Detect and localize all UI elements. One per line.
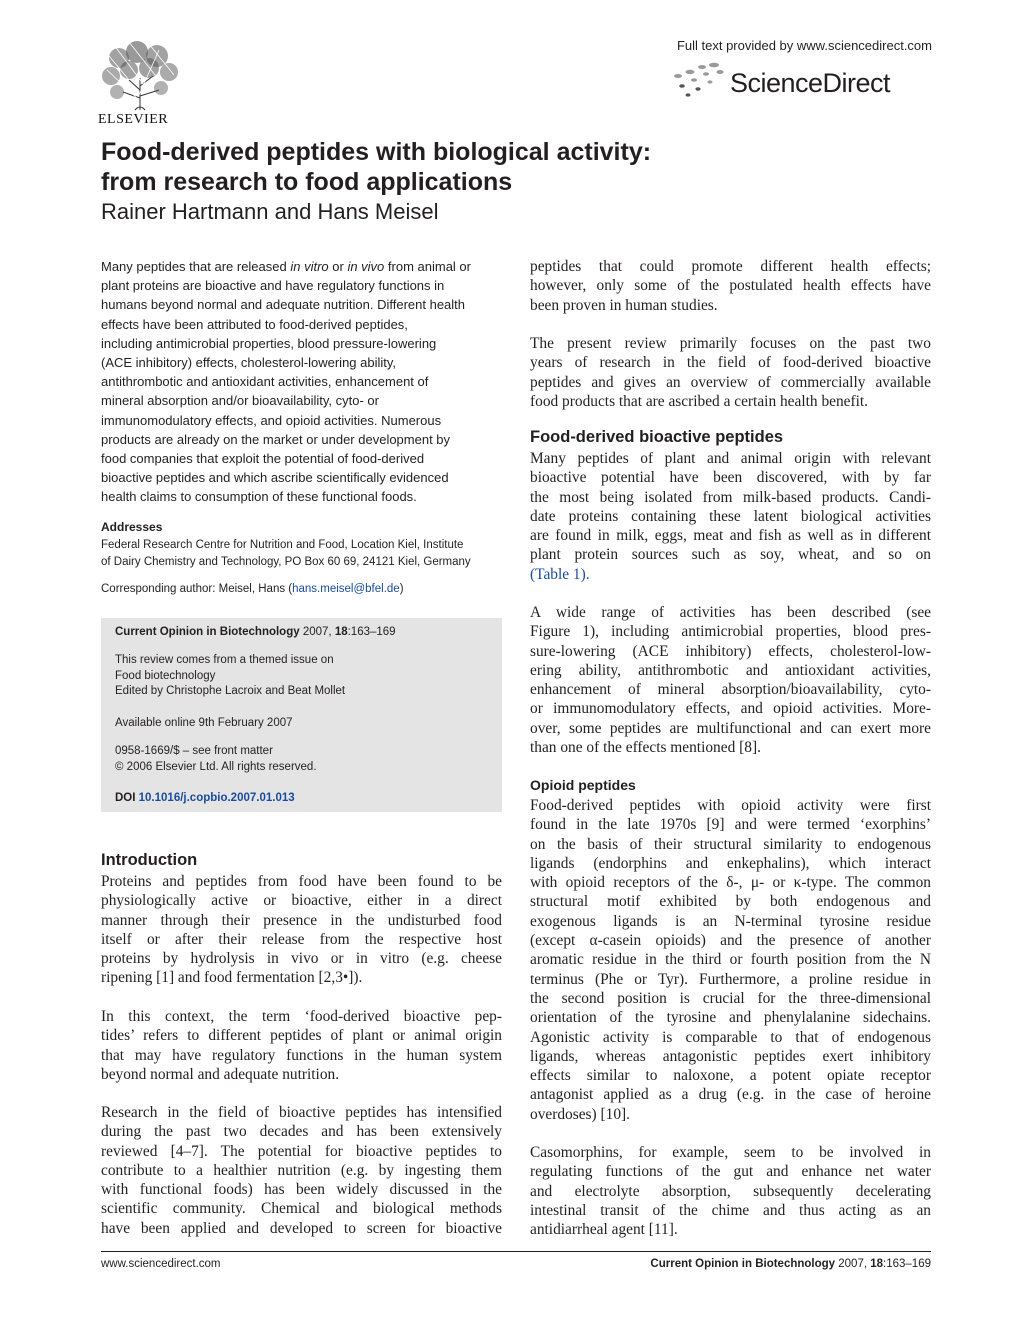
fulltext-provider-note: Full text provided by www.sciencedirect.com	[676, 38, 932, 53]
title-line-1: Food-derived peptides with biological activity:	[101, 138, 652, 166]
abstract-line: (ACE inhibitory) effects, cholesterol-lowering ability,	[101, 355, 397, 371]
corresponding-email-link[interactable]: hans.meisel@bfel.de	[292, 583, 400, 595]
abstract-line: immunomodulatory effects, and opioid activities. Numerous	[101, 412, 442, 428]
text-line: found in the late 1970s [9] and were termed ‘exorphins’	[530, 816, 931, 834]
bioactive-peptides-heading: Food-derived bioactive peptides	[530, 428, 784, 446]
corresponding-author	[101, 583, 404, 595]
article-info-box	[101, 618, 502, 812]
right-paragraph-5	[530, 796, 931, 1124]
doi	[115, 791, 495, 807]
abstract-text: or	[328, 259, 348, 274]
text-line: scientific community. Chemical and biological methods	[101, 1200, 502, 1218]
sciencedirect-dots-icon	[668, 62, 728, 102]
text-line: the second position is crucial for the three-dimensional	[530, 989, 931, 1007]
abstract-line: antithrombotic and antioxidant activities, enhancement of	[101, 374, 429, 390]
abstract-line: including antimicrobial properties, blood pressure-lowering	[101, 335, 437, 351]
text-line: have been applied and developed to screen for bioactive	[101, 1219, 502, 1237]
right-paragraph-1	[530, 257, 931, 315]
abstract-line: mineral absorption and/or bioavailability, cyto- or	[101, 393, 379, 409]
text-line: antidiarrheal agent [11].	[530, 1221, 678, 1239]
journal-volume: 18	[334, 626, 348, 638]
addresses-heading: Addresses	[101, 520, 163, 534]
right-paragraph-6	[530, 1143, 931, 1239]
address-line: Federal Research Centre for Nutrition and Food, Location Kiel, Institute	[101, 539, 464, 551]
text-line: food products that are ascribed a certain health benefit.	[530, 392, 869, 410]
abstract-line: plant proteins are bioactive and have regulatory functions in	[101, 278, 445, 294]
themed-issue	[115, 653, 495, 700]
text-line: beyond normal and adequate nutrition.	[101, 1065, 340, 1083]
text-line: however, only some of the postulated health effects have	[530, 277, 931, 295]
text-line: ligands (endorphins and enkephalins), which interact	[530, 854, 931, 872]
footer-pages: :163–169	[883, 1258, 931, 1270]
text-line: reviewed [4–7]. The potential for bioactive peptides to	[101, 1142, 502, 1160]
text-line: overdoses) [10].	[530, 1105, 631, 1123]
text-line: Agonistic activity is comparable to that of endogenous	[530, 1028, 931, 1046]
text-line: and electrolyte absorption, subsequently decelerating	[530, 1182, 931, 1200]
footer-volume: 18	[870, 1258, 884, 1270]
online-date: Available online 9th February 2007	[115, 717, 293, 729]
abstract-text: from animal or	[384, 259, 471, 274]
text-line: orientation of the tyrosine and phenylalanine sidechains.	[530, 1009, 931, 1027]
text-line: antagonist applied as a drug (e.g. in the case of heroine	[530, 1086, 931, 1104]
text-line: plant protein sources such as soy, wheat, and so on	[530, 546, 931, 564]
corr-suffix: )	[399, 583, 404, 595]
text-line: that may have regulatory functions in the human system	[101, 1046, 502, 1064]
footer-citation	[650, 1258, 931, 1270]
abstract-line: effects have been attributed to food-derived peptides,	[101, 316, 408, 332]
text-line: enhancement of mineral absorption/bioavailability, cyto-	[530, 681, 931, 699]
journal-year: 2007,	[299, 626, 335, 638]
intro-paragraph-3	[101, 1103, 502, 1238]
text-line: been proven in human studies.	[530, 296, 718, 314]
text-line: A wide range of activities has been described (see	[530, 604, 931, 621]
introduction-heading: Introduction	[101, 851, 198, 869]
text-line: effects similar to naloxone, a potent opiate receptor	[530, 1067, 931, 1085]
text-line: regulating functions of the gut and enhance net water	[530, 1163, 931, 1181]
text-line: the most being isolated from milk-based products. Candi-	[530, 488, 931, 506]
text-line: intestinal transit of the chime and thus acting as an	[530, 1201, 931, 1219]
text-line: tides’ refers to different peptides of plant or animal origin	[101, 1027, 502, 1045]
publisher-wordmark: ELSEVIER	[98, 112, 169, 127]
footer-rule	[101, 1251, 931, 1252]
text-line: sure-lowering (ACE inhibitory) effects, cholesterol-low-	[530, 642, 931, 660]
text-line: The present review primarily focuses on the past two	[530, 335, 931, 352]
intro-paragraph-1	[101, 872, 502, 988]
journal-name: Current Opinion in Biotechnology	[115, 626, 300, 638]
abstract-line: health claims to consumption of these functional foods.	[101, 489, 417, 505]
text-line: terminus (Phe or Tyr). Furthermore, a proline residue in	[530, 970, 931, 988]
rights	[115, 744, 495, 775]
text-line: physiologically active or bioactive, either in a direct	[101, 892, 502, 910]
text-line: peptides and gives an overview of commercially available	[530, 373, 931, 391]
right-paragraph-3	[530, 449, 931, 584]
address-line: of Dairy Chemistry and Technology, PO Box 60 69, 24121 Kiel, Germany	[101, 555, 471, 568]
corr-prefix: Corresponding author: Meisel, Hans (	[101, 583, 293, 595]
article-authors: Rainer Hartmann and Hans Meisel	[101, 199, 439, 224]
text-line: bioactive potential have been discovered, with by far	[530, 469, 931, 487]
text-line: Many peptides of plant and animal origin with relevant	[530, 450, 931, 467]
text-line: on the basis of their structural similarity to endogenous	[530, 835, 931, 853]
footer-journal: Current Opinion in Biotechnology	[650, 1258, 836, 1270]
issue-line: This review comes from a themed issue on	[115, 654, 334, 666]
text-line: than one of the effects mentioned [8].	[530, 739, 761, 757]
text-line: peptides that could promote different health effects;	[530, 258, 931, 275]
abstract-italic: in vitro	[290, 259, 329, 274]
sciencedirect-name: ScienceDirect	[730, 68, 891, 98]
text-line: proteins by hydrolysis in vivo or in vitro (e.g. cheese	[101, 950, 502, 968]
issn-line: 0958-1669/$ – see front matter	[115, 745, 273, 757]
text-line: aromatic residue in the third or fourth position from the N	[530, 951, 931, 969]
text-line: ripening [1] and food fermentation [2,3•]).	[101, 969, 363, 987]
doi-label: DOI	[115, 792, 139, 804]
right-paragraph-4	[530, 603, 931, 757]
text-line: with opioid receptors of the δ-, μ- or κ-type. The common	[530, 874, 931, 892]
text-line: date proteins containing these latent biological activities	[530, 507, 931, 525]
abstract	[101, 257, 493, 507]
text-line: (except α-casein opioids) and the presence of another	[530, 932, 931, 950]
abstract-line: bioactive peptides and which ascribe scientifically evidenced	[101, 470, 449, 486]
footer-website[interactable]: www.sciencedirect.com	[101, 1258, 221, 1270]
text-line: Casomorphins, for example, seem to be involved in	[530, 1144, 931, 1161]
citation	[115, 625, 495, 641]
text-line: Proteins and peptides from food have been found to be	[101, 873, 502, 890]
footer-year: 2007,	[835, 1258, 871, 1270]
text-line: are found in milk, eggs, meat and fish as well as in different	[530, 527, 931, 545]
text-line: itself or after their release from the respective host	[101, 930, 502, 948]
text-line: contribute to a healthier nutrition (e.g. by ingesting them	[101, 1161, 502, 1179]
article-title	[101, 137, 921, 197]
abstract-line: products are already on the market or under development by	[101, 431, 451, 447]
abstract-line	[101, 257, 493, 276]
text-line: Figure 1), including antimicrobial properties, blood pres-	[530, 623, 931, 641]
abstract-text: Many peptides that are released	[101, 259, 291, 274]
copyright-line: © 2006 Elsevier Ltd. All rights reserved.	[115, 760, 317, 773]
text-line: years of research in the field of food-derived bioactive	[530, 354, 931, 372]
text-line: structural motif exhibited by both endogenous and	[530, 893, 931, 911]
title-line-2: from research to food applications	[101, 168, 513, 196]
abstract-line: humans beyond normal and adequate nutrition. Different health	[101, 297, 466, 313]
addresses	[101, 537, 505, 570]
table-1-link[interactable]: (Table 1).	[530, 565, 590, 583]
text-line: ering ability, antithrombotic and antioxidant activities,	[530, 661, 931, 679]
intro-paragraph-2	[101, 1007, 502, 1084]
text-line: In this context, the term ‘food-derived bioactive pep-	[101, 1008, 502, 1025]
sciencedirect-logo	[668, 62, 930, 104]
text-line: ligands, whereas antagonistic peptides exert inhibitory	[530, 1047, 931, 1065]
right-paragraph-2	[530, 334, 931, 411]
text-line: exogenous ligands is an N-terminal tyrosine residue	[530, 912, 931, 930]
text-line: Food-derived peptides with opioid activity were first	[530, 797, 931, 814]
text-line: over, some peptides are multifunctional and can exert more	[530, 719, 931, 737]
doi-link[interactable]: 10.1016/j.copbio.2007.01.013	[138, 792, 295, 804]
issue-line: Food biotechnology	[115, 669, 216, 682]
text-line: manner through their presence in the undisturbed food	[101, 911, 502, 929]
issue-line: Edited by Christophe Lacroix and Beat Mollet	[115, 685, 346, 697]
text-line: Research in the field of bioactive peptides has intensified	[101, 1104, 502, 1121]
text-line: during the past two decades and has been extensively	[101, 1123, 502, 1141]
text-line: or immunomodulatory effects, and opioid activities. More-	[530, 700, 931, 718]
opioid-peptides-heading: Opioid peptides	[530, 777, 636, 793]
abstract-italic: in vivo	[347, 259, 385, 274]
abstract-line: food companies that exploit the potential of food-derived	[101, 451, 425, 467]
text-line: with functional foods) has been widely discussed in the	[101, 1181, 502, 1199]
journal-pages: :163–169	[347, 626, 396, 638]
